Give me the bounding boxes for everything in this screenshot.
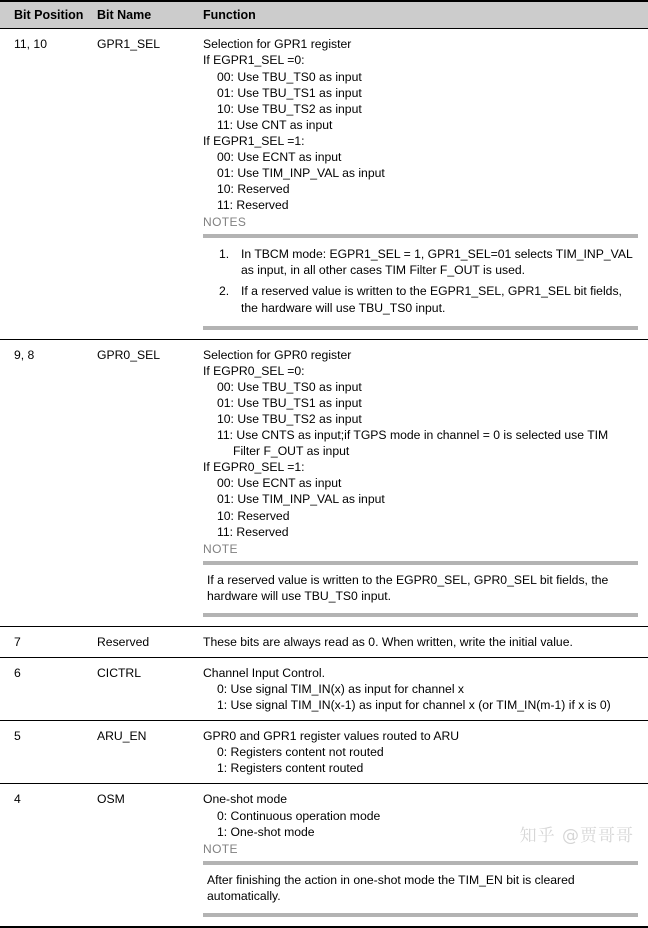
option-list	[203, 379, 638, 459]
list-item: 1: Use signal TIM_IN(x-1) as input for channel x (or TIM_IN(m-1) if x is 0)	[217, 698, 611, 713]
list-item: 11: Reserved	[217, 198, 289, 213]
cell-bit-name: GPR1_SEL	[97, 29, 199, 339]
list-item: 0: Registers content not routed	[217, 745, 384, 760]
condition-label: If EGPR0_SEL =1:	[203, 460, 305, 475]
column-header-bit-position: Bit Position	[0, 1, 97, 29]
column-header-function: Function	[199, 1, 648, 29]
cell-bit-position: 7	[0, 626, 97, 657]
list-item: 10: Use TBU_TS2 as input	[217, 101, 362, 116]
note-block	[203, 234, 638, 329]
note-text: After finishing the action in one-shot mode the TIM_EN bit is cleared automatically.	[207, 872, 575, 903]
table-row	[0, 339, 648, 626]
cell-function	[199, 626, 648, 657]
list-item: 01: Use TBU_TS1 as input	[217, 395, 362, 410]
cell-bit-name: OSM	[97, 784, 199, 927]
list-item: 0: Continuous operation mode	[217, 808, 381, 823]
table-body	[0, 29, 648, 927]
list-item: 0: Use signal TIM_IN(x) as input for channel x	[217, 681, 465, 696]
table-row	[0, 721, 648, 784]
cell-bit-position: 6	[0, 657, 97, 720]
cell-bit-name: GPR0_SEL	[97, 339, 199, 626]
list-item: 00: Use ECNT as input	[217, 150, 342, 165]
list-item: 00: Use TBU_TS0 as input	[217, 69, 362, 84]
function-lead-text: These bits are always read as 0. When written, write the initial value.	[203, 634, 573, 649]
option-list	[203, 475, 638, 539]
column-header-bit-name: Bit Name	[97, 1, 199, 29]
function-lead-text: Selection for GPR1 register	[203, 37, 352, 52]
cell-bit-position: 5	[0, 721, 97, 784]
watermark: 知乎 @贾哥哥	[519, 826, 634, 846]
cell-function	[199, 657, 648, 720]
list-item: 10: Reserved	[217, 182, 290, 197]
list-item: 11: Use CNTS as input;if TGPS mode in channel = 0 is selected use TIM Filter F_OUT as input	[217, 428, 609, 459]
function-lead-text: One-shot mode	[203, 792, 288, 807]
list-item: 00: Use ECNT as input	[217, 476, 342, 491]
table-row	[0, 626, 648, 657]
list-item: 01: Use TIM_INP_VAL as input	[217, 166, 385, 181]
table-row	[0, 657, 648, 720]
note-text: If a reserved value is written to the EGPR0_SEL, GPR0_SEL bit fields, the hardware will use TBU_TS0 input.	[207, 572, 609, 603]
condition-label: If EGPR1_SEL =1:	[203, 133, 305, 148]
note-heading: NOTE	[203, 541, 238, 556]
note-heading: NOTES	[203, 215, 247, 230]
list-item: 01: Use TIM_INP_VAL as input	[217, 492, 385, 507]
list-item: 10: Use TBU_TS2 as input	[217, 411, 362, 426]
cell-bit-position: 4	[0, 784, 97, 927]
condition-label: If EGPR1_SEL =0:	[203, 53, 305, 68]
list-item: 01: Use TBU_TS1 as input	[217, 85, 362, 100]
cell-function	[199, 29, 648, 339]
list-item: 11: Reserved	[217, 524, 289, 539]
table-header-row	[0, 1, 648, 29]
cell-function	[199, 721, 648, 784]
cell-function	[199, 784, 648, 927]
note-heading: NOTE	[203, 841, 238, 856]
note-block	[203, 861, 638, 917]
option-list	[203, 681, 638, 713]
list-item: 1: One-shot mode	[217, 824, 315, 839]
condition-label: If EGPR0_SEL =0:	[203, 363, 305, 378]
cell-bit-name: ARU_EN	[97, 721, 199, 784]
option-list	[203, 149, 638, 213]
cell-bit-name: Reserved	[97, 626, 199, 657]
list-item: 11: Use CNT as input	[217, 117, 333, 132]
function-lead-text: GPR0 and GPR1 register values routed to ARU	[203, 729, 460, 744]
list-item: 10: Reserved	[217, 508, 290, 523]
note-block	[203, 561, 638, 617]
cell-function	[199, 339, 648, 626]
option-list	[203, 744, 638, 776]
cell-bit-name: CICTRL	[97, 657, 199, 720]
table-row	[0, 29, 648, 339]
table-header	[0, 1, 648, 29]
list-item: 00: Use TBU_TS0 as input	[217, 379, 362, 394]
option-list	[203, 69, 638, 133]
cell-bit-position: 11, 10	[0, 29, 97, 339]
list-item: If a reserved value is written to the EGPR1_SEL, GPR1_SEL bit fields, the hardware will use TBU_TS0 input.	[241, 284, 622, 315]
note-item-list	[203, 246, 638, 315]
table-row	[0, 784, 648, 927]
function-lead-text: Channel Input Control.	[203, 665, 325, 680]
list-item: In TBCM mode: EGPR1_SEL = 1, GPR1_SEL=01 selects TIM_INP_VAL as input, in all other cases TIM Filter F_OUT is used.	[241, 247, 633, 278]
list-item: 1: Registers content routed	[217, 761, 364, 776]
function-lead-text: Selection for GPR0 register	[203, 347, 352, 362]
cell-bit-position: 9, 8	[0, 339, 97, 626]
